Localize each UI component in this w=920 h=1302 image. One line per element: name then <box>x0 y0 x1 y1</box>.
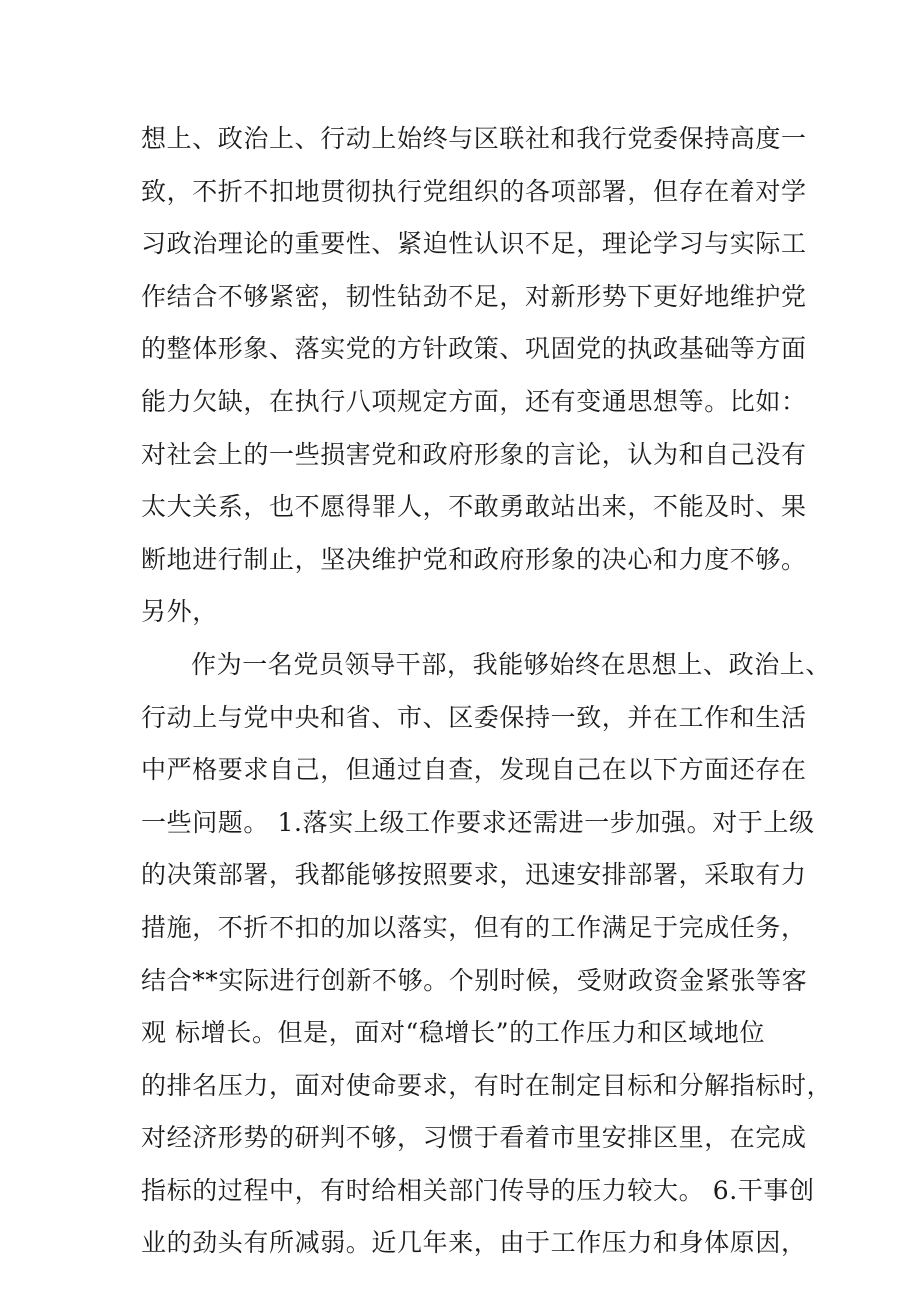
text-line: 断地进行制止，坚决维护党和政府形象的决心和力度不够。 <box>141 544 807 574</box>
text-line: 能力欠缺，在执行八项规定方面，还有变通思想等。比如： <box>141 386 807 416</box>
text-line: 致，不折不扣地贯彻执行党组织的各项部署，但存在着对学 <box>141 176 807 206</box>
text-line: 的排名压力，面对使命要求，有时在制定目标和分解指标时， <box>141 1070 833 1100</box>
text-line: 观 标增长。但是，面对“稳增长”的工作压力和区域地位 <box>141 1018 766 1048</box>
text-line: 习政治理论的重要性、紧迫性认识不足，理论学习与实际工 <box>141 229 807 259</box>
text-line: 对社会上的一些损害党和政府形象的言论，认为和自己没有 <box>141 439 807 469</box>
text-line: 想上、政治上、行动上始终与区联社和我行党委保持高度一 <box>141 124 807 153</box>
text-line: 业的劲头有所减弱。近几年来，由于工作压力和身体原因， <box>141 1228 807 1258</box>
paragraph-start-line: 作为一名党员领导干部，我能够始终在思想上、政治上、 <box>191 649 832 679</box>
body-text <box>141 113 833 1270</box>
text-line: 作结合不够紧密，韧性钻劲不足，对新形势下更好地维护党 <box>141 281 807 311</box>
text-line: 的整体形象、落实党的方针政策、巩固党的执政基础等方面 <box>141 334 807 364</box>
text-line: 对经济形势的研判不够，习惯于看着市里安排区里，在完成 <box>141 1123 807 1153</box>
text-line: 行动上与党中央和省、市、区委保持一致，并在工作和生活 <box>141 702 807 732</box>
text-line: 太大关系，也不愿得罪人，不敢勇敢站出来，不能及时、果 <box>141 492 807 522</box>
text-line: 一些问题。 1.落实上级工作要求还需进一步加强。对于上级 <box>141 807 815 837</box>
text-line: 的决策部署，我都能够按照要求，迅速安排部署，采取有力 <box>141 860 807 890</box>
text-line: 中严格要求自己，但通过自查，发现自己在以下方面还存在 <box>141 755 807 785</box>
text-line: 措施，不折不扣的加以落实，但有的工作满足于完成任务， <box>141 912 807 942</box>
text-line: 指标的过程中，有时给相关部门传导的压力较大。 6.干事创 <box>141 1175 815 1205</box>
text-line: 结合**实际进行创新不够。个别时候，受财政资金紧张等客 <box>141 965 808 995</box>
text-line: 另外， <box>141 597 218 627</box>
